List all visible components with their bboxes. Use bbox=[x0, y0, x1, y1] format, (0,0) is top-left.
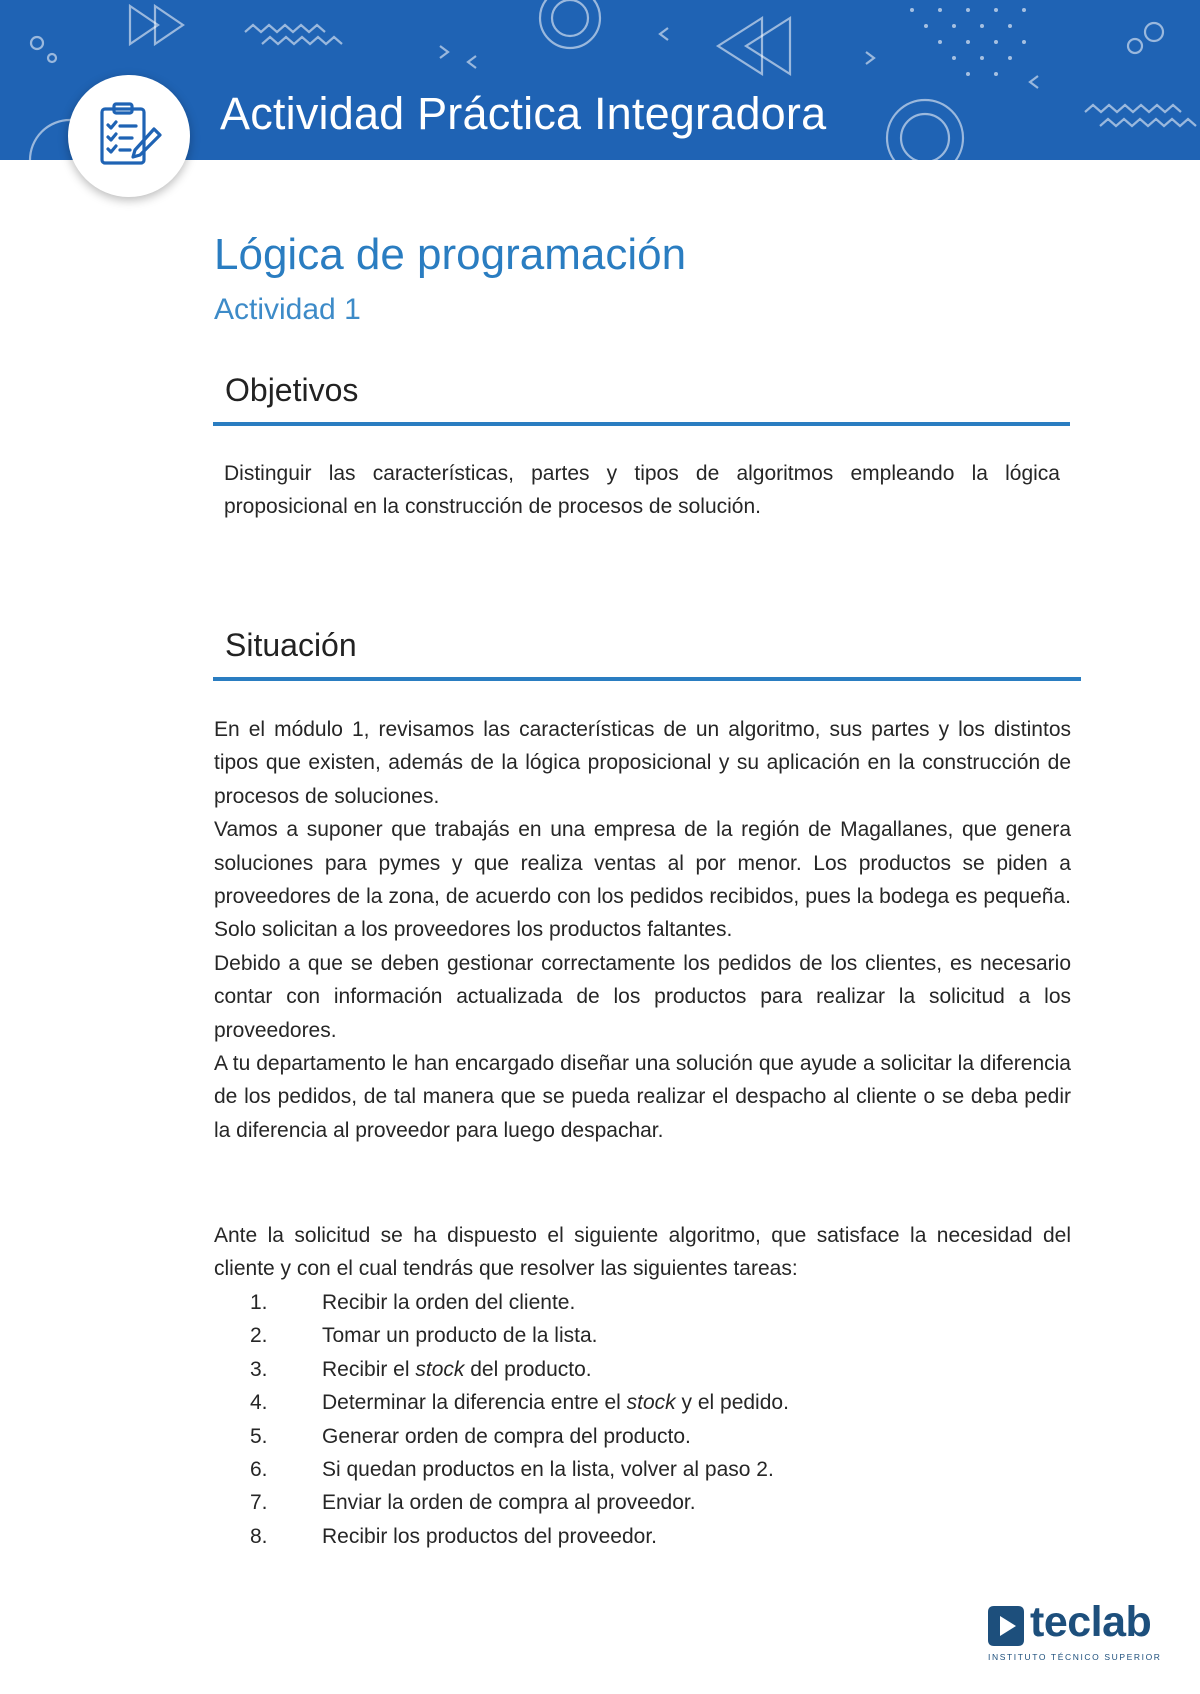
situacion-paragraph: A tu departamento le han encargado diseñar una solución que ayude a solicitar la diferencia de los pedidos, de tal manera que se pueda realizar el despacho al cliente o se deba pedir la diferencia al proveedor para luego despachar. bbox=[214, 1052, 1071, 1142]
step-text: Determinar la diferencia entre el bbox=[322, 1391, 627, 1415]
step-item bbox=[214, 1386, 789, 1419]
step-text: Recibir la orden del cliente. bbox=[322, 1291, 576, 1314]
play-logo-icon bbox=[986, 1604, 1026, 1648]
activity-badge bbox=[68, 75, 190, 197]
step-item bbox=[214, 1453, 789, 1486]
step-text-after: y el pedido. bbox=[675, 1391, 789, 1415]
step-item bbox=[214, 1353, 789, 1386]
step-item bbox=[214, 1520, 789, 1553]
situacion-paragraph: En el módulo 1, revisamos las características de un algoritmo, sus partes y los distintos tipos que existen, además de la lógica proposicional y su aplicación en la construcción de procesos de soluciones. bbox=[214, 718, 1071, 808]
step-number: 1. bbox=[250, 1291, 268, 1314]
step-text: Tomar un producto de la lista. bbox=[322, 1324, 598, 1348]
step-text-after: del producto. bbox=[464, 1357, 592, 1381]
algorithm-intro: Ante la solicitud se ha dispuesto el siguiente algoritmo, que satisface la necesidad del cliente y con el cual tendrás que resolver las siguientes tareas: bbox=[214, 1224, 1071, 1281]
step-item bbox=[214, 1319, 789, 1352]
objetivos-divider bbox=[213, 422, 1070, 426]
step-number: 2. bbox=[250, 1324, 268, 1348]
step-text: Generar orden de compra del producto. bbox=[322, 1424, 691, 1448]
situacion-paragraph: Debido a que se deben gestionar correctamente los pedidos de los clientes, es necesario contar con información actualizada de los productos para realizar la solicitud a los proveedores. bbox=[214, 951, 1071, 1042]
document-subtitle: Actividad 1 bbox=[214, 293, 361, 326]
banner-title: Actividad Práctica Integradora bbox=[220, 88, 827, 139]
step-text: Recibir el bbox=[322, 1357, 416, 1381]
logo-tagline: INSTITUTO TÉCNICO SUPERIOR bbox=[988, 1652, 1162, 1662]
step-item bbox=[214, 1420, 789, 1453]
algorithm-steps bbox=[214, 1286, 789, 1553]
step-item bbox=[214, 1486, 789, 1519]
step-number: 3. bbox=[250, 1357, 268, 1381]
step-number: 4. bbox=[250, 1391, 268, 1415]
logo-wordmark: teclab bbox=[1030, 1598, 1152, 1646]
step-emphasis: stock bbox=[415, 1357, 465, 1381]
situacion-paragraph: Vamos a suponer que trabajás en una empresa de la región de Magallanes, que genera soluciones para pymes y que realiza ventas al por menor. Los productos se piden a proveedores de la zona, de acuerdo con los pedidos recibidos, pues la bodega es pequeña. Solo solicitan a los proveedores los productos faltantes. bbox=[214, 818, 1071, 942]
step-text: Si quedan productos en la lista, volver al paso 2. bbox=[322, 1458, 774, 1482]
step-number: 6. bbox=[250, 1458, 268, 1482]
step-number: 7. bbox=[250, 1491, 268, 1515]
step-emphasis: stock bbox=[626, 1391, 676, 1415]
situacion-body bbox=[214, 713, 1071, 1147]
situacion-heading: Situación bbox=[225, 627, 357, 663]
teclab-logo bbox=[986, 1598, 1166, 1672]
objetivos-heading: Objetivos bbox=[225, 372, 359, 408]
clipboard-checklist-icon bbox=[92, 99, 166, 173]
step-text: Enviar la orden de compra al proveedor. bbox=[322, 1491, 696, 1515]
step-item bbox=[214, 1286, 789, 1319]
step-number: 8. bbox=[250, 1524, 268, 1548]
document-title: Lógica de programación bbox=[214, 230, 687, 279]
situacion-divider bbox=[213, 677, 1081, 681]
step-number: 5. bbox=[250, 1424, 268, 1448]
step-text: Recibir los productos del proveedor. bbox=[322, 1524, 658, 1548]
objetivos-text: Distinguir las características, partes y tipos de algoritmos empleando la lógica proposicional en la construcción de procesos de solución. bbox=[224, 462, 1060, 519]
